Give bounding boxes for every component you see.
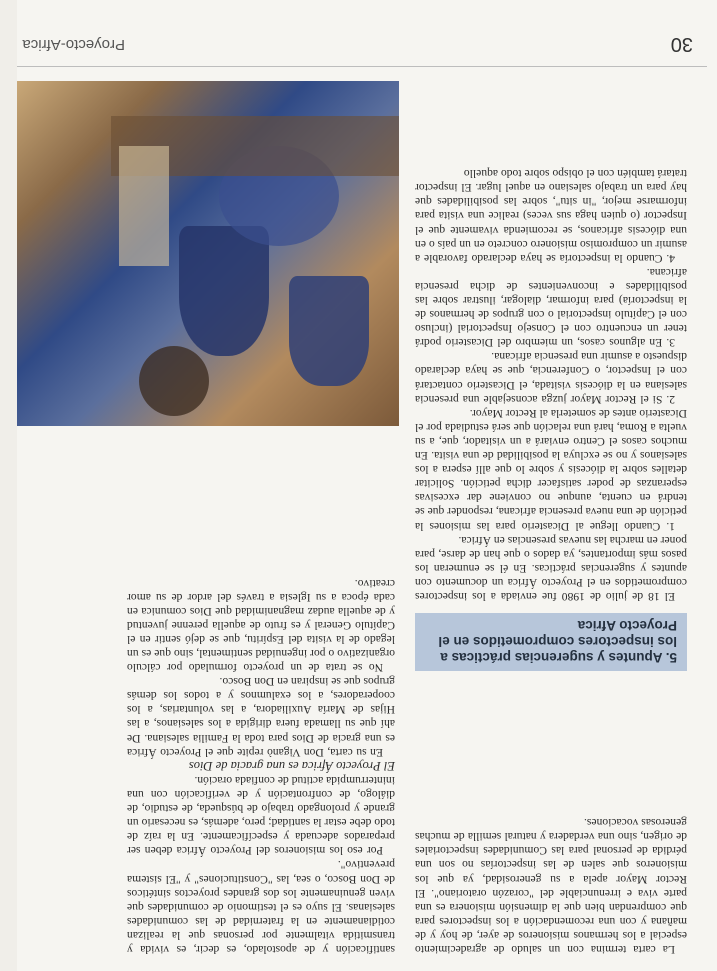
page-number: 30: [670, 33, 693, 55]
paragraph: No se trata de un proyecto formulado por cálculo organizativo o por ingenuidad sentimental, sino que es un legado de la visita del Espíritu, que se dejó sentir en el Capítulo General y es fruto de aquella perenne juventud y de aquella audaz magnanimidad que Dios comunica en cada época a su Iglesia a través del ardor de su amor creativo.: [127, 576, 395, 675]
section-heading: 5. Apuntes y sugerencias prácticas a los inspectores comprometidos en el Proyecto Africa: [415, 613, 687, 671]
paragraph: santificación y de apostolado, es decir, es vivida y transmitida vitalmente por personas que la realizan cotidianamente en la fraternidad de las comunidades salesianas. El suyo es el testimonio de comunidades que viven genuinamente los dos grandes proyectos sintéticos de Don Bosco, o sea, las "Constituciones" y "El sistema preventivo".: [127, 858, 395, 956]
running-title: Proyecto-Africa: [22, 36, 125, 53]
paragraph: 2. Si el Rector Mayor juzga aconsejable una presencia salesiana en la diócesis visitada, el Dicasterio contactará con el Inspector, o Conferencia, que se haya declarado dispuesto a asumir una presencia africana.: [415, 350, 687, 406]
paragraph: La carta termina con un saludo de agradecimiento especial a los hermanos misioneros de ayer, de hoy y de mañana y con una recomendación a los inspectores para que comprendan bien que la dimensión misionera es una parte viva e irrenunciable del "corazón oratoriano". El Rector Mayor apela a su generosidad, ya que los misioneros que salen de las inspectorías no son una pérdida de personal para las Comunidades inspectoriales de origen, sino una verdadera y natural semilla de muchas generosas vocaciones.: [415, 816, 687, 956]
paragraph: El 18 de julio de 1980 fue enviada a los inspectores comprometidos en el Proyecto África un documento con apuntes y sugerencias prácticas. En él se enumeran los pasos más importantes, ya dados o que han de darse, para poner en marcha las nuevas presencias en África.: [415, 533, 687, 603]
paragraph: En su carta, Don Viganò repite que el Proyecto África es una gracia de Dios para toda la Familia salesiana. De ahí que su llamada fuera dirigida a los salesianos, a las Hijas de María Auxiliadora, a las voluntarias, a los cooperadores, a los exalumnos y a todos los demás grupos que se inspiran en Don Bosco.: [127, 675, 395, 759]
column-left-top: [415, 815, 687, 956]
paragraph: Por eso los misioneros del Proyecto África deben ser preparados adecuada y específicamente. En la raíz de todo debe estar la santidad; pero, además, es necesario un grande y prolongado trabajo de búsqueda, de estudio, de diálogo, de confrontación y de verificación con una ininterrumpida actitud de confiada oración.: [127, 773, 395, 858]
page-edge: [0, 0, 17, 971]
photo-children-classroom: [17, 81, 399, 426]
header-rule: [17, 66, 707, 67]
column-left-bottom: [415, 166, 687, 603]
paragraph: 4. Cuando la inspectoría se haya declarado favorable a asumir un compromiso misionero concreto en un país o en una diócesis africanos, se recomienda vivamente que el Inspector (o quien haga sus veces) realice una visita para informarse mejor, "in situ", sobre las posibilidades que hay para un trabajo salesiano en aquel lugar. El inspector tratará también con el obispo sobre todo aquello: [415, 167, 687, 265]
paragraph: 3. En algunos casos, un miembro del Dicasterio podrá tener un encuentro con el Consejo Inspectorial (incluso con el Capítulo inspectorial o con grupos de hermanos de la inspectoría) para informar, dialogar, ilustrar sobre las posibilidades e inconvenientes de dicha presencia africana.: [415, 265, 687, 350]
subheading: El Proyecto África es una gracia de Dios: [188, 758, 395, 773]
column-right-top: [127, 575, 395, 956]
paragraph: 1. Cuando llegue al Dicasterio para las misiones la petición de una nueva presencia africana, responder que se tendrá en cuenta, aunque no conviene dar excesivas esperanzas de poder satisfacer dicha petición. Solicitar detalles sobre la diócesis y sobre lo que allí espera a los salesianos y no se excluya la posibilidad de una visita. En muchos casos el Centro enviará a un visitador, que, a su vuelta a Roma, hará una relación que será estudiada por el Dicasterio antes de someterla al Rector Mayor.: [414, 406, 687, 533]
